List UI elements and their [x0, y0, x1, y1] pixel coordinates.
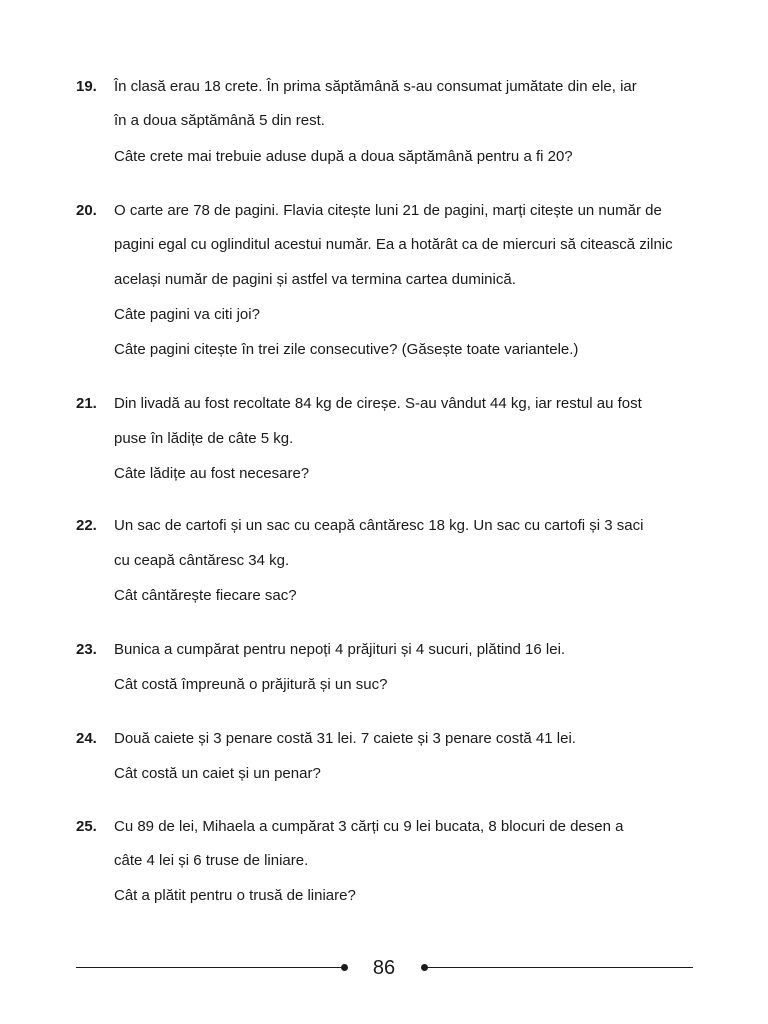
problem-text-line: cu ceapă cântăresc 34 kg. [114, 552, 290, 569]
problem-text-line: Din livadă au fost recoltate 84 kg de cireșe. S-au vândut 44 kg, iar restul au fost [114, 395, 642, 412]
problem-text-line: O carte are 78 de pagini. Flavia citește luni 21 de pagini, marți citește un număr de [114, 202, 662, 219]
problem-text-line: același număr de pagini și astfel va termina cartea duminică. [114, 271, 516, 288]
problem-question: Câte pagini va citi joi? [114, 306, 260, 323]
page-number: 86 [372, 957, 396, 979]
footer-rule-right [427, 967, 693, 968]
problem-text-line: în a doua săptămână 5 din rest. [114, 112, 325, 129]
footer-dot-left [341, 964, 348, 971]
problem-question: Câte crete mai trebuie aduse după a doua săptămână pentru a fi 20? [114, 148, 573, 165]
footer-rule-left [76, 967, 342, 968]
problem-question: Câte pagini citește în trei zile consecutive? (Găsește toate variantele.) [114, 341, 579, 358]
problem-text-line: câte 4 lei și 6 truse de liniare. [114, 852, 309, 869]
problem-number: 22. [76, 517, 97, 534]
problem-text-line: Bunica a cumpărat pentru nepoți 4 prăjituri și 4 sucuri, plătind 16 lei. [114, 641, 566, 658]
problem-question: Cât cântărește fiecare sac? [114, 587, 297, 604]
problem-number: 21. [76, 395, 97, 412]
problem-question: Cât costă un caiet și un penar? [114, 765, 321, 782]
problem-number: 24. [76, 730, 97, 747]
problem-number: 19. [76, 78, 97, 95]
problem-text-line: Două caiete și 3 penare costă 31 lei. 7 caiete și 3 penare costă 41 lei. [114, 730, 576, 747]
problem-text-line: În clasă erau 18 crete. În prima săptămână s-au consumat jumătate din ele, iar [114, 78, 637, 95]
problem-text-line: pagini egal cu oglinditul acestui număr. Ea a hotărât ca de miercuri să citească zilnic [114, 236, 673, 253]
problem-number: 25. [76, 818, 97, 835]
problem-question: Câte lădițe au fost necesare? [114, 465, 310, 482]
problem-number: 20. [76, 202, 97, 219]
problem-text-line: Un sac de cartofi și un sac cu ceapă cântăresc 18 kg. Un sac cu cartofi și 3 saci [114, 517, 644, 534]
problem-number: 23. [76, 641, 97, 658]
problem-question: Cât a plătit pentru o trusă de liniare? [114, 887, 356, 904]
problem-text-line: puse în lădițe de câte 5 kg. [114, 430, 294, 447]
problem-question: Cât costă împreună o prăjitură și un suc? [114, 676, 388, 693]
problem-text-line: Cu 89 de lei, Mihaela a cumpărat 3 cărți cu 9 lei bucata, 8 blocuri de desen a [114, 818, 624, 835]
